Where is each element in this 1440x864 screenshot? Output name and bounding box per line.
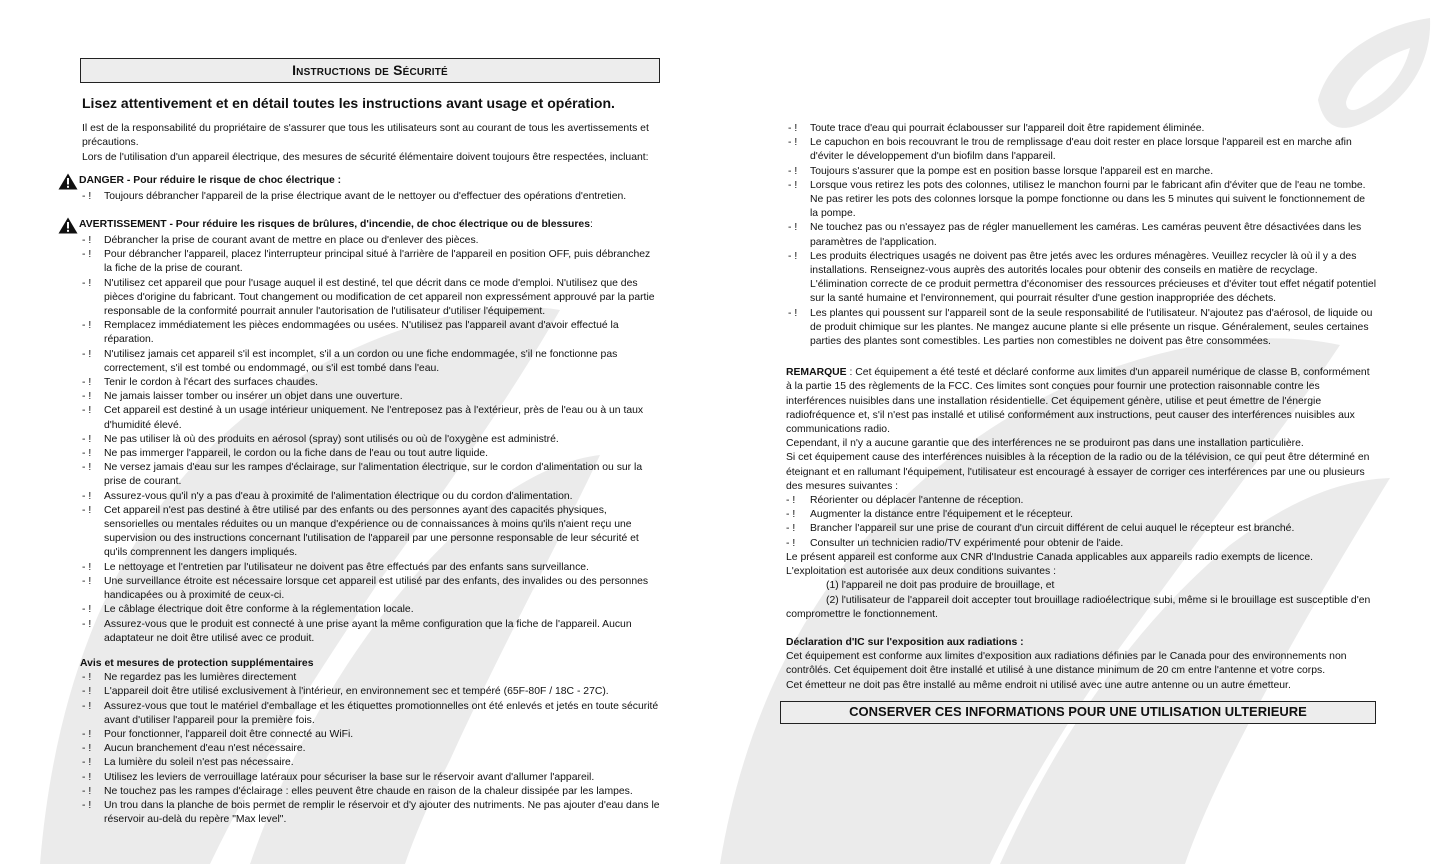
list-item: - ! La lumière du soleil n'est pas nécessaire. [82, 757, 294, 769]
list-item: - ! Toute trace d'eau qui pourrait éclabousser sur l'appareil doit être rapidement éliminée. [788, 123, 1205, 134]
list-item: - ! Ne regardez pas les lumières directement [82, 672, 297, 684]
condition-2-end: compromettre le fonctionnement. [786, 608, 938, 620]
condition-1: (1) l'appareil ne doit pas produire de brouillage, et [826, 580, 1055, 592]
cnr-paragraph: Le présent appareil est conforme aux CNR d'Industrie Canada applicables aux appareils radio exempts de licence. L'exploitation est autorisée aux deux conditions suivantes : [786, 551, 1314, 578]
list-item: - ! Le capuchon en bois recouvrant le trou de remplissage d'eau doit rester en place lorsque l'appareil est en marche afin d'éviter le développement d'un biofilm dans l'appareil. [788, 137, 1352, 163]
intro-paragraph: Il est de la responsabilité du propriétaire de s'assurer que tous les utilisateurs sont au courant de tous les avertissements et précautions. [82, 123, 649, 149]
list-item: - ! Augmenter la distance entre l'équipement et le récepteur. [786, 509, 1074, 521]
list-item: - ! Utilisez les leviers de verrouillage latéraux pour sécuriser la base sur le réservoir avant d'allumer l'appareil. [82, 771, 595, 783]
keep-instructions-banner [780, 701, 1376, 724]
intro-heading: Lisez attentivement et en détail toutes les instructions avant usage et opération. [82, 95, 615, 111]
danger-heading [58, 173, 660, 190]
list-item: - ! Remplacez immédiatement les pièces endommagées ou usées. N'utilisez pas l'appareil avant d'avoir effectué la réparation. [82, 320, 619, 346]
list-item: - ! Lorsque vous retirez les pots des colonnes, utilisez le manchon fourni par le fabricant afin d'éviter que de l'eau ne tombe. Ne pas retirer les pots des colonnes lorsque la pompe fonctionne ou dans les 5 minutes qui suivent le fonctionnement de la pompe. [788, 179, 1366, 220]
watermark-leaf-corner [1318, 18, 1430, 128]
ic-declaration-heading: Déclaration d'IC sur l'exposition aux radiations : [786, 636, 1024, 648]
right-page [786, 122, 1376, 724]
list-item: - ! Consulter un technicien radio/TV expérimenté pour obtenir de l'aide. [786, 537, 1124, 549]
measures-list [786, 494, 1376, 551]
list-item: - ! N'utilisez cet appareil que pour l'usage auquel il est destiné, tel que décrit dans ce mode d'emploi. N'utilisez que des pièces d'origine du fabricant. Tout changement ou modification de cet appareil non expressément approuvé par la partie responsable de la conformité pourrait annuler l'autorisation de l'utilisateur d'utiliser l'équipement. [82, 277, 655, 318]
list-item: - ! Ne touchez pas ou n'essayez pas de régler manuellement les caméras. Les caméras peuvent être désactivées dans les paramètres de l'application. [788, 222, 1362, 248]
list-item: - ! L'appareil doit être utilisé exclusivement à l'intérieur, en environnement sec et tempéré (65F-80F / 18C - 27C). [82, 686, 609, 698]
continued-list [786, 122, 1376, 349]
list-item: - ! Ne jamais laisser tomber ou insérer un objet dans une ouverture. [82, 391, 403, 403]
list-item: - ! Un trou dans la planche de bois permet de remplir le réservoir et d'y ajouter des nutriments. Ne pas ajouter d'eau dans le réservoir au-delà du repère "Max level". [82, 799, 660, 826]
page-title-text: Instructions de Sécurité [292, 62, 448, 79]
warning-heading-text: AVERTISSEMENT - Pour réduire les risques de brûlures, d'incendie, de choc électrique ou de blessures [79, 219, 590, 231]
ic-declaration-text: Cet équipement est conforme aux limites d'exposition aux radiations définies par le Canada pour des environnements non contrôlés. Cet équipement doit être installé et utilisé à une distance minimum de 20 cm entre l'antenne et votre corps. [786, 651, 1347, 677]
list-item: - ! Toujours s'assurer que la pompe est en position basse lorsque l'appareil est en marche. [788, 165, 1214, 177]
list-item: - ! Brancher l'appareil sur une prise de courant d'un circuit différent de celui auquel le récepteur est branché. [786, 523, 1295, 535]
intro-paragraph-2: Lors de l'utilisation d'un appareil électrique, des mesures de sécurité élémentaire doivent toujours être respectées, incluant: [82, 151, 649, 163]
list-item: - ! Assurez-vous qu'il n'y a pas d'eau à proximité de l'alimentation électrique ou du cordon d'alimentation. [82, 490, 573, 502]
left-page [80, 58, 660, 827]
list-item: - ! Le câblage électrique doit être conforme à la réglementation locale. [82, 604, 414, 616]
extra-list [80, 671, 660, 827]
list-item: - ! Ne touchez pas les rampes d'éclairage : elles peuvent être chaude en raison de la chaleur dissipée par les lampes. [82, 785, 633, 797]
banner-text: CONSERVER CES INFORMATIONS POUR UNE UTILISATION ULTERIEURE [849, 704, 1307, 720]
list-item: - ! Cet appareil est destiné à un usage intérieur uniquement. Ne l'entreposez pas à l'extérieur, près de l'eau ou à un taux d'humidité élevé. [82, 405, 644, 431]
list-item: - ! N'utilisez jamais cet appareil s'il est incomplet, s'il a un cordon ou une fiche endommagée, s'il ne fonctionne pas correctement, s'il est tombé ou endommagé, ou s'il est tombé dans l'eau. [82, 348, 618, 374]
list-item: - ! Cet appareil n'est pas destiné à être utilisé par des enfants ou des personnes ayant des capacités physiques, sensorielles ou mentales réduites ou un manque d'expérience ou de connaissances à moins qu'ils n'aient reçu une supervision ou des instructions concernant l'utilisation de l'appareil par une personne responsable de leur sécurité et qu'ils comprennent les dangers impliqués. [82, 504, 639, 559]
fcc-remark [786, 366, 1376, 437]
bullet-marker: - ! [82, 190, 92, 202]
list-item: - ! Aucun branchement d'eau n'est nécessaire. [82, 743, 306, 755]
list-item: - ! Assurez-vous que tout le matériel d'emballage et les étiquettes promotionnelles ont été enlevés et jetés en toute sécurité avant d'utiliser l'appareil pour la première fois. [82, 700, 659, 726]
remark-paragraph-3: Si cet équipement cause des interférences nuisibles à la réception de la radio ou de la télévision, ce qui peut être déterminé en éteignant et en rallumant l'équipement, l'utilisateur est encouragé à essayer de corriger ces interférences par une ou plusieurs des mesures suivantes : [786, 452, 1370, 492]
list-item: - ! Les plantes qui poussent sur l'appareil sont de la seule responsabilité de l'utilisateur. N'ajoutez pas d'aérosol, de liquide ou de produit chimique sur les plantes. Ne mangez aucune plante si elle présente un risque. Généralement, seules certaines parties des plantes sont comestibles. Les parties non comestibles ne doivent pas être consommées. [788, 307, 1373, 348]
ic-declaration-text-2: Cet émetteur ne doit pas être installé au même endroit ni utilisé avec une autre antenne ou un autre émetteur. [786, 679, 1291, 691]
list-item: - ! Assurez-vous que le produit est connecté à une prise ayant la même configuration que la fiche de l'appareil. Aucun adaptateur ne doit être utilisé avec ce produit. [82, 618, 632, 644]
page-title [80, 58, 660, 83]
condition-2: (2) l'utilisateur de l'appareil doit accepter tout brouillage radioélectrique subi, même si le brouillage est susceptible d'en [826, 594, 1371, 606]
list-item: - ! Ne pas immerger l'appareil, le cordon ou la fiche dans de l'eau ou tout autre liquide. [82, 448, 489, 460]
list-item: - ! Réorienter ou déplacer l'antenne de réception. [786, 495, 1024, 507]
list-item: - ! Pour fonctionner, l'appareil doit être connecté au WiFi. [82, 728, 354, 740]
list-item: - ! Pour débrancher l'appareil, placez l'interrupteur principal situé à l'arrière de l'appareil en position OFF, puis débranchez la fiche de la prise de courant. [82, 249, 651, 275]
warning-triangle-icon [58, 217, 78, 234]
list-item: - ! Le nettoyage et l'entretien par l'utilisateur ne doivent pas être effectués par des enfants sans surveillance. [82, 561, 589, 573]
list-item: - ! Débrancher la prise de courant avant de mettre en place ou d'enlever des pièces. [82, 235, 479, 247]
warning-list [80, 234, 660, 646]
list-item: - ! Toujours débrancher l'appareil de la prise électrique avant de le nettoyer ou d'effectuer des opérations d'entretien. [80, 190, 660, 204]
remark-label: REMARQUE [786, 367, 847, 379]
list-item: - ! Les produits électriques usagés ne doivent pas être jetés avec les ordures ménagères. Veuillez recycler là où il y a des installations. Renseignez-vous auprès des autorités locales pour obtenir des conseils en matière de recyclage. L'élimination correcte de ce produit permettra d'économiser des ressources précieuses et d'éviter tout effet négatif potentiel sur la santé humaine et l'environnement, qui pourrait résulter d'une gestion inappropriée des déchets. [788, 250, 1377, 305]
list-item: - ! Ne pas utiliser là où des produits en aérosol (spray) sont utilisés ou où de l'oxygène est administré. [82, 433, 559, 445]
list-item: - ! Une surveillance étroite est nécessaire lorsque cet appareil est utilisé par des enfants, des invalides ou des personnes handicapées ou à proximité de ceux-ci. [82, 575, 649, 602]
remark-paragraph-2: Cependant, il n'y a aucune garantie que des interférences ne se produiront pas dans une installation particulière. [786, 438, 1304, 450]
danger-heading-text: DANGER - Pour réduire le risque de choc électrique : [79, 175, 342, 187]
list-item: - ! Tenir le cordon à l'écart des surfaces chaudes. [82, 377, 318, 389]
warning-heading: AVERTISSEMENT - Pour réduire les risques de brûlures, d'incendie, de choc électrique ou de blessures : [58, 217, 660, 234]
extra-heading: Avis et mesures de protection supplémentaires [80, 657, 314, 669]
warning-triangle-icon [58, 173, 78, 190]
danger-list [80, 190, 660, 204]
remark-text: : Cet équipement a été testé et déclaré conforme aux limites d'un appareil numérique de classe B, conformément à la partie 15 des règlements de la FCC. Ces limites sont conçues pour fournir une protection raisonnable contre les interférences nuisibles dans une installation résidentielle. Cet équipement génère, utilise et peut émettre de l'énergie radiofréquence et, s'il n'est pas installé et utilisé conformément aux instructions, peut causer des interférences nuisibles aux communications radio. [786, 367, 1370, 436]
list-item: - ! Ne versez jamais d'eau sur les rampes d'éclairage, sur l'alimentation électrique, sur le cordon d'alimentation ou sur la prise de courant. [82, 462, 643, 488]
